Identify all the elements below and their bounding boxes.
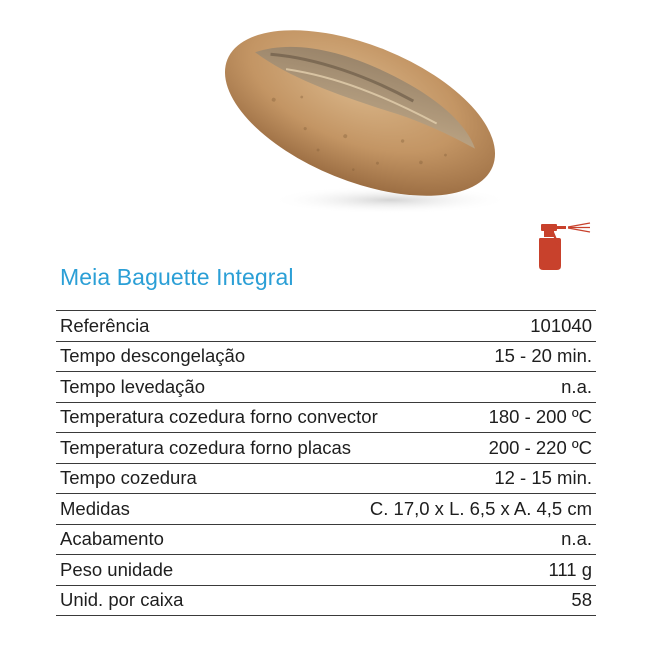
spec-label: Tempo cozedura — [60, 467, 197, 489]
spec-row-finish — [56, 525, 596, 556]
spec-value: n.a. — [561, 528, 592, 550]
spec-row-deck-oven-temp — [56, 433, 596, 464]
spray-bottle-icon — [532, 222, 594, 272]
spec-label: Tempo levedação — [60, 375, 206, 397]
spec-row-thawing-time — [56, 342, 596, 373]
spec-row-units-per-box — [56, 586, 596, 617]
spec-label: Tempo descongelação — [60, 345, 246, 367]
spec-row-convection-oven-temp — [56, 403, 596, 434]
spec-row-unit-weight — [56, 555, 596, 586]
spec-label: Temperatura cozedura forno placas — [60, 436, 352, 458]
spec-label: Peso unidade — [60, 558, 174, 580]
spec-label: Medidas — [60, 497, 130, 519]
spec-value: 200 - 220 ºC — [488, 436, 592, 458]
spec-value: 111 g — [548, 558, 592, 580]
spec-value: 58 — [571, 589, 592, 611]
spec-row-dimensions — [56, 494, 596, 525]
spec-row-reference — [56, 311, 596, 342]
product-image-baguette — [205, 8, 515, 223]
spec-label: Unid. por caixa — [60, 589, 184, 611]
spec-label: Temperatura cozedura forno convector — [60, 406, 378, 428]
spec-label: Acabamento — [60, 528, 164, 550]
spec-value: n.a. — [561, 375, 592, 397]
spec-table — [56, 310, 596, 616]
spec-value: 180 - 200 ºC — [488, 406, 592, 428]
spec-value: 12 - 15 min. — [494, 467, 592, 489]
spec-label: Referência — [60, 314, 150, 336]
product-title: Meia Baguette Integral — [60, 264, 294, 290]
spec-row-baking-time — [56, 464, 596, 495]
spec-value: 101040 — [530, 314, 592, 336]
spec-value: C. 17,0 x L. 6,5 x A. 4,5 cm — [369, 497, 592, 519]
spec-row-proofing-time — [56, 372, 596, 403]
spec-value: 15 - 20 min. — [494, 345, 592, 367]
